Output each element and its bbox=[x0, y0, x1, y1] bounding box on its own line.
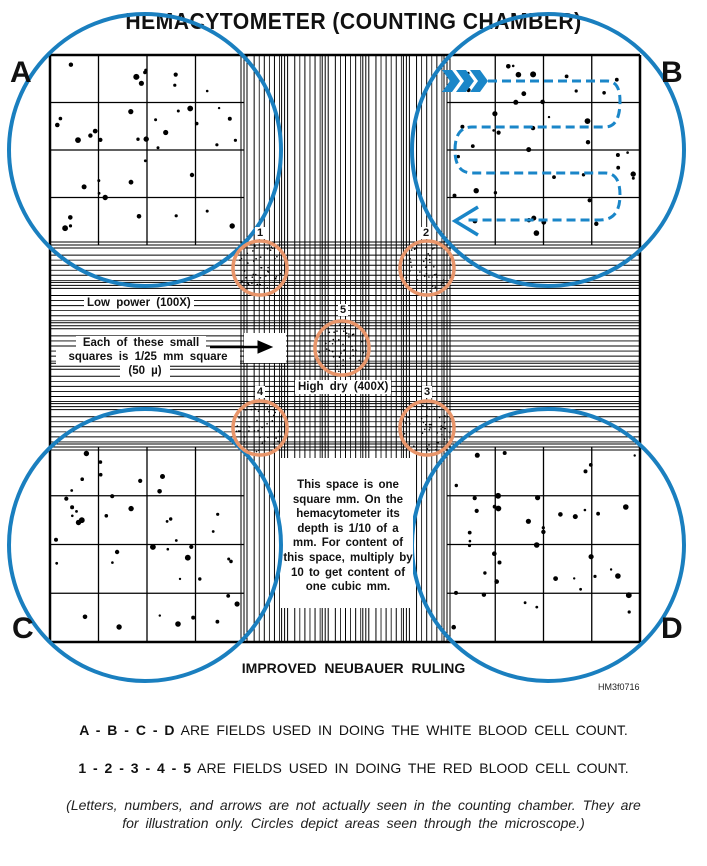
chevron-right-icon bbox=[442, 70, 488, 92]
field-label-a: A bbox=[10, 56, 32, 89]
rbc-text: ARE FIELDS USED IN DOING THE RED BLOOD CELL COUNT. bbox=[197, 760, 629, 776]
field-label-c: C bbox=[12, 612, 34, 645]
ruling-label: IMPROVED NEUBAUER RULING bbox=[241, 660, 466, 676]
high-dry-label: High dry (400X) bbox=[295, 380, 391, 394]
field-label-b: B bbox=[661, 56, 683, 89]
diagram-title: HEMACYTOMETER (COUNTING CHAMBER) bbox=[125, 8, 582, 34]
small-squares-label-1: Each of these small bbox=[76, 336, 206, 350]
small-squares-label-3: (50 µ) bbox=[120, 364, 170, 378]
rbc-legend bbox=[0, 760, 707, 776]
center-square-note: This space is one square mm. On the hemacytometer its depth is 1/10 of a mm. For content of this space, multiply by 10 to get content of one cubic mm. bbox=[283, 479, 413, 594]
wbc-keys: A - B - C - D bbox=[79, 722, 175, 738]
field-number-2: 2 bbox=[423, 227, 430, 239]
field-number-5: 5 bbox=[340, 304, 347, 316]
field-label-d: D bbox=[661, 612, 683, 645]
field-number-3: 3 bbox=[424, 386, 431, 398]
small-squares-label-2: squares is 1/25 mm square bbox=[56, 350, 240, 364]
wbc-text: ARE FIELDS USED IN DOING THE WHITE BLOOD CELL COUNT. bbox=[180, 722, 628, 738]
rbc-keys: 1 - 2 - 3 - 4 - 5 bbox=[78, 760, 192, 776]
field-number-4: 4 bbox=[257, 386, 264, 398]
field-number-1: 1 bbox=[257, 227, 264, 239]
low-power-label: Low power (100X) bbox=[84, 296, 194, 310]
wbc-legend bbox=[0, 722, 707, 738]
figure-code: HM3f0716 bbox=[598, 682, 640, 692]
illustration-footnote: (Letters, numbers, and arrows are not actually seen in the counting chamber. They are for illustration only. Circles depict areas seen through the microscope.) bbox=[66, 797, 641, 831]
